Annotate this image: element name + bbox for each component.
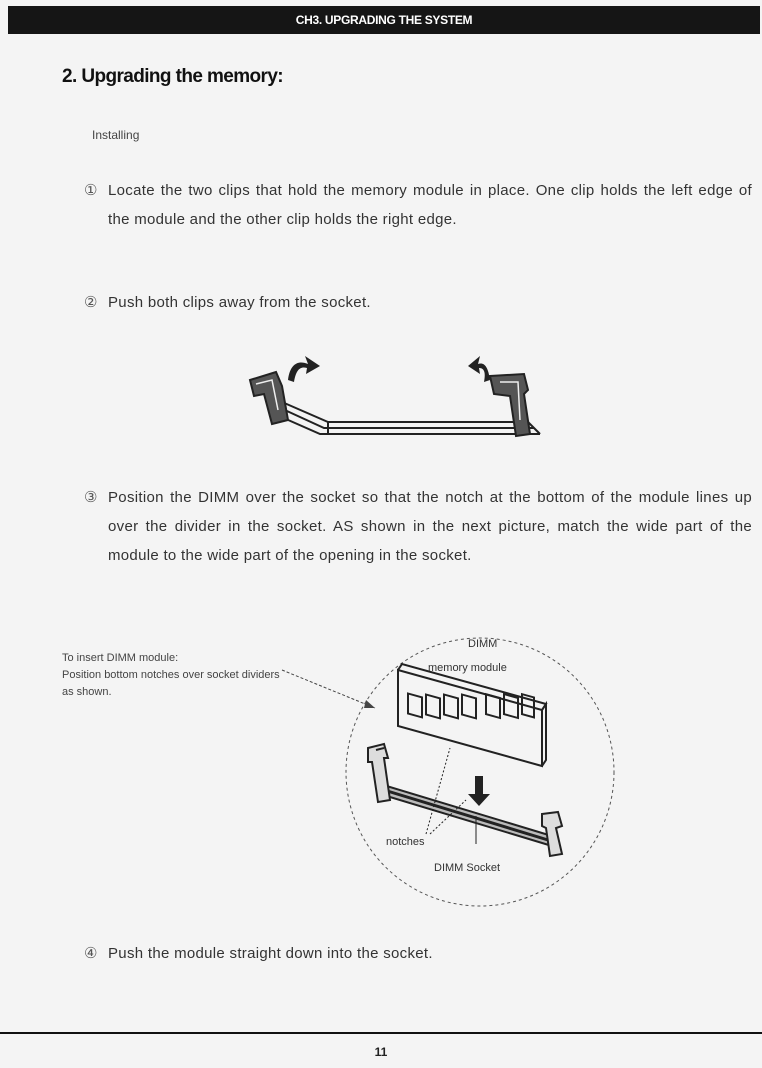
step-2 <box>84 288 752 317</box>
step-number: ② <box>84 294 98 311</box>
dimm-module <box>398 664 546 766</box>
step-text: Position the DIMM over the socket so that the notch at the bottom of the module lines up over the divider in the socket. AS shown in the next picture, match the wide part of the module to the wide part of the opening in the socket. <box>108 489 752 564</box>
label-dimm: DIMM <box>468 638 498 650</box>
left-clip <box>250 372 288 424</box>
label-memory-module: memory module <box>428 662 507 674</box>
figure-callout <box>62 650 282 701</box>
subheading: Installing <box>92 128 140 142</box>
page-number: 11 <box>374 1045 388 1059</box>
step-number: ④ <box>84 945 98 962</box>
arrow-icon <box>468 356 490 382</box>
chapter-header: CH3. UPGRADING THE SYSTEM <box>8 6 760 34</box>
step-text: Locate the two clips that hold the memory module in place. One clip holds the left edge of the module and the other clip holds the right edge. <box>108 182 752 228</box>
callout-line: Position bottom notches over socket dividers as shown. <box>62 669 280 698</box>
leader-line <box>282 670 375 708</box>
socket-clips-figure <box>228 350 558 450</box>
step-text: Push both clips away from the socket. <box>108 294 371 311</box>
step-number: ③ <box>84 489 98 506</box>
step-3 <box>84 483 752 570</box>
right-clip <box>490 374 530 436</box>
notch-pointer <box>426 748 450 834</box>
footer-rule <box>0 1032 762 1034</box>
step-1 <box>84 176 752 234</box>
label-dimm-socket: DIMM Socket <box>434 862 501 874</box>
down-arrow-icon <box>468 776 490 806</box>
label-notches: notches <box>386 836 425 848</box>
step-4 <box>84 939 752 968</box>
section-title: 2. Upgrading the memory: <box>62 66 284 87</box>
arrow-icon <box>288 356 320 382</box>
callout-line: To insert DIMM module: <box>62 652 179 664</box>
step-number: ① <box>84 182 98 199</box>
step-text: Push the module straight down into the socket. <box>108 945 433 962</box>
leader-arrowhead <box>364 700 375 708</box>
socket-rail <box>282 402 528 422</box>
